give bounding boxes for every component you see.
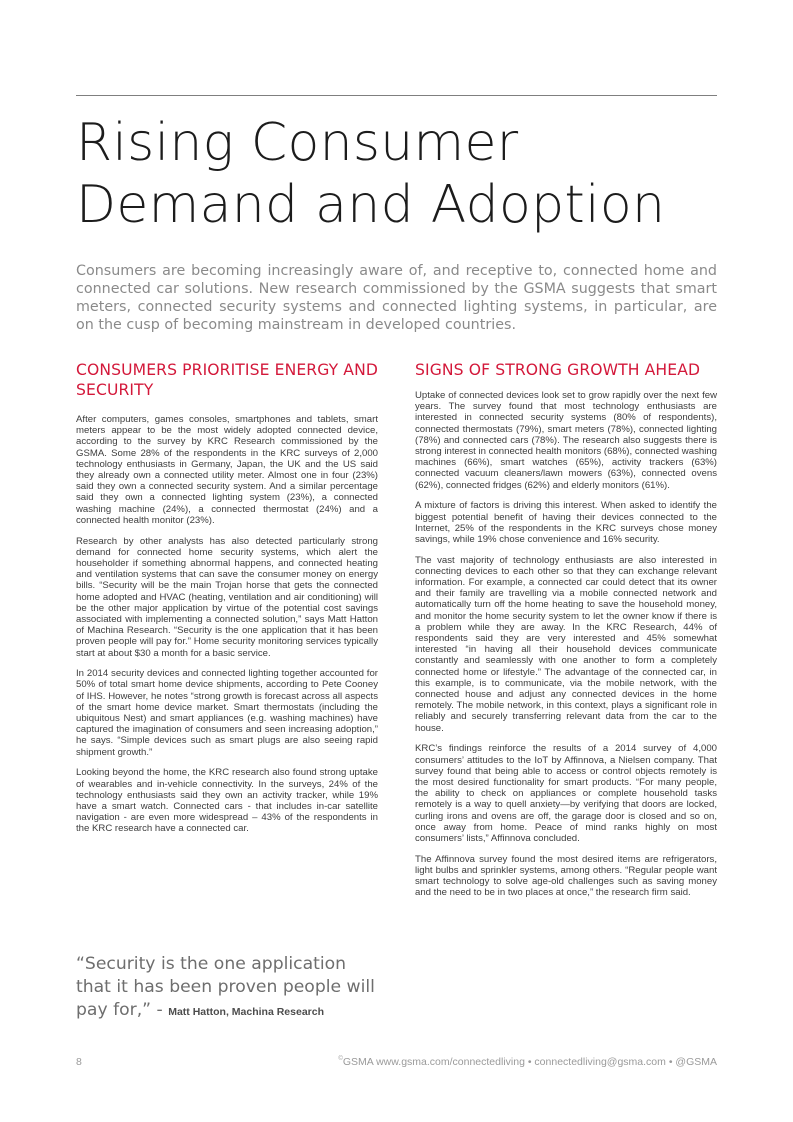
- left-heading: CONSUMERS PRIORITISE ENERGY AND SECURITY: [76, 361, 378, 399]
- right-paragraph: The vast majority of technology enthusiasts are also interested in connecting devices to each other so that they can exchange relevant information. For example, a connected car could detect that its owner and their family are travelling via a mobile connected network and automatically turn off the home heating to save the household money, and monitor the home security system to let the owner know if there is a problem while they are away. In the KRC Research, 44% of respondents said they are very interested and 45% somewhat interested “in having all their household devices communicate constantly and seamlessly with one another to form a completely connected home or lifestyle.” The advantage of the connected car, in this example, is to communicate, via the mobile network, with the connected house and adjust any connected devices in the home remotely. The mobile network, in this context, plays a significant role in reliably and securely transferring relevant data from the car to the house.: [415, 554, 717, 734]
- footer-contact: GSMA www.gsma.com/connectedliving • connectedliving@gsma.com • @GSMA: [342, 1056, 717, 1068]
- left-paragraph: After computers, games consoles, smartphones and tablets, smart meters appear to be the most widely adopted connected device, according to the survey by KRC Research commissioned by the GSMA. Some 28% of the respondents in the KRC surveys of 2,000 technology enthusiasts in Germany, Japan, the UK and the US said they already own a connected utility meter. Almost one in four (23%) said they own a connected security system. And a similar percentage said they own a connected lighting system (23%), a connected washing machine (24%), a connected thermostat (24%) and a connected health monitor (23%).: [76, 414, 378, 526]
- top-rule: [76, 95, 717, 96]
- footer-info: [338, 1056, 717, 1068]
- right-paragraph: Uptake of connected devices look set to grow rapidly over the next few years. The survey found that most technology enthusiasts are interested in connected security systems (80% of respondents), connected thermostats (79%), smart meters (78%), connected lighting (78%) and connected cars (78%). The research also suggests there is strong interest in connected health monitors (68%), connected washing machines (66%), smart watches (65%), activity trackers (63%) connected vacuum cleaners/lawn mowers (63%), connected ovens (62%), connected fridges (62%) and elderly monitors (61%).: [415, 390, 717, 491]
- page-title: [76, 112, 736, 236]
- pull-quote-attribution: Matt Hatton, Machina Research: [168, 1006, 325, 1018]
- page-title-line-2: Demand and Adoption: [76, 175, 666, 235]
- right-paragraph: A mixture of factors is driving this interest. When asked to identify the biggest potential benefit of having their devices connected to the Internet, 25% of the respondents in the KRC surveys chose money savings, while 19% chose convenience and 16% security.: [415, 500, 717, 545]
- right-heading: SIGNS OF STRONG GROWTH AHEAD: [415, 361, 701, 379]
- pull-quote: [76, 953, 386, 1024]
- left-paragraph: In 2014 security devices and connected lighting together accounted for 50% of total smart home device shipments, according to Pete Cooney of IHS. However, he notes “strong growth is forecast across all aspects of the smart home device market. Smart thermostats (including the ubiquitous Nest) and smart appliances (e.g. washing machines) have captured the imagination of consumers and seen increasing adoption,” he says. “Simple devices such as smart plugs are also seeing rapid shipment growth.”: [76, 668, 378, 758]
- pull-quote-text: “Security is the one application that it has been proven people will pay for,” -: [76, 954, 375, 1020]
- page-title-line-1: Rising Consumer: [76, 113, 519, 173]
- copyright-mark: ©: [338, 1056, 343, 1062]
- left-column: [76, 360, 378, 844]
- right-paragraph: The Affinnova survey found the most desired items are refrigerators, light bulbs and sprinkler systems, among others. “Regular people want smart technology to solve age-old challenges such as saving money and the need to be in two places at once,” the research firm said.: [415, 853, 717, 899]
- page-number: 8: [76, 1056, 82, 1068]
- right-paragraph: KRC’s findings reinforce the results of a 2014 survey of 4,000 consumers’ attitudes to the IoT by Affinnova, a Nielsen company. That survey found that being able to access or control objects remotely is the most desired functionality for smart products. “For many people, the ability to check on appliances or complete household tasks remotely is a way to quell anxiety—by verifying that doors are locked, curling irons and ovens are off, the garage door is closed and so on, once away from home. Peace of mind ranks highly on most consumers’ lists,” Affinnova concluded.: [415, 743, 717, 845]
- right-column: [415, 360, 717, 908]
- left-paragraph: Looking beyond the home, the KRC research also found strong uptake of wearables and in-vehicle connectivity. In the surveys, 24% of the technology enthusiasts said they own an activity tracker, while 19% have a smart watch. Connected cars - that includes in-car satellite navigation - are even more widespread – 43% of the respondents in the KRC research have a connected car.: [76, 767, 378, 835]
- intro-paragraph: Consumers are becoming increasingly aware of, and receptive to, connected home and connected car solutions. New research commissioned by the GSMA suggests that smart meters, connected security systems and connected lighting systems, in particular, are on the cusp of becoming mainstream in developed countries.: [76, 263, 717, 333]
- left-paragraph: Research by other analysts has also detected particularly strong demand for connected home security systems, which alert the householder if something abnormal happens, and connected heating and ventilation systems that can save the consumer money on energy bills. “Security will be the main Trojan horse that gets the connected home adopted and HVAC (heating, ventilation and air conditioning) will be the other major application by virtue of the potential cost savings associated with implementing a connected solution,” says Matt Hatton of Machina Research. “Security is the one application that it has been proven people will pay for.” Home security monitoring services typically start at about $30 a month for a basic service.: [76, 535, 378, 659]
